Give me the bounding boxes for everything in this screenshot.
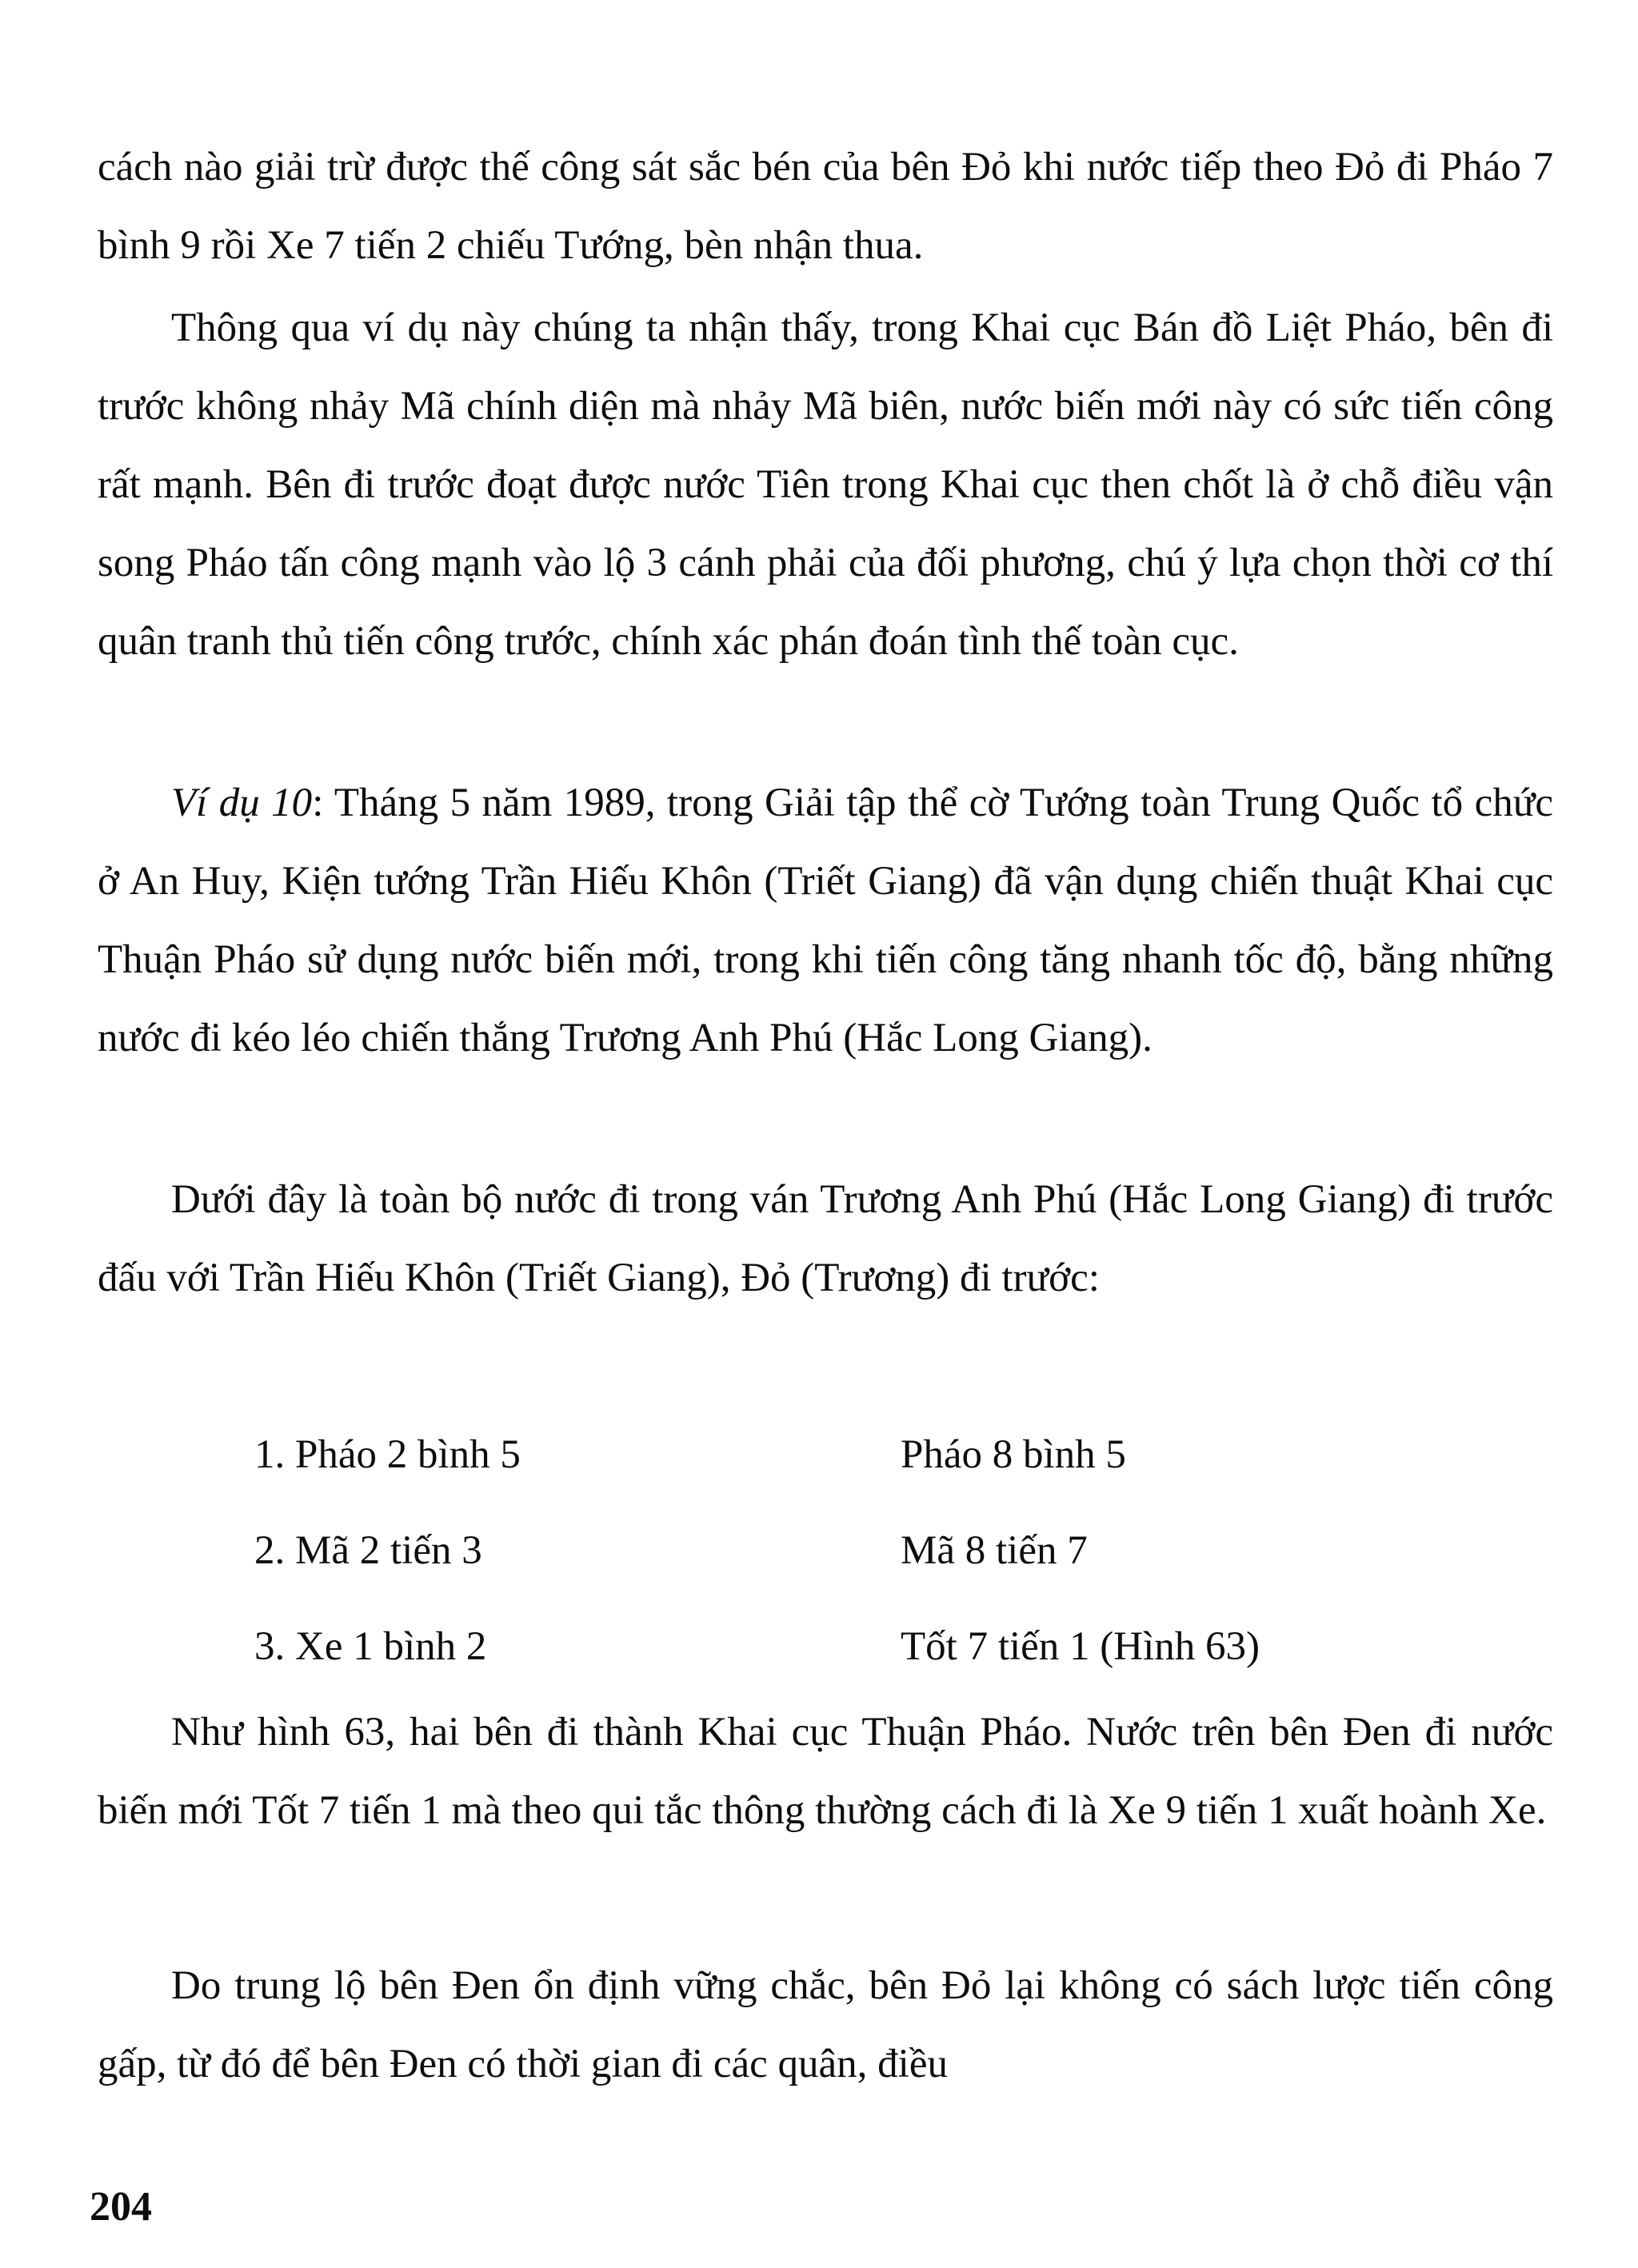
example-text: : Tháng 5 năm 1989, trong Giải tập thể cờ Tướng toàn Trung Quốc tổ chức ở An Huy, Kiện tướng Trần Hiếu Khôn (Triết Giang) đã vận dụng chiến thuật Khai cục Thuận Pháo sử dụng nước biến mới, trong khi tiến công tăng nhanh tốc độ, bằng những nước đi kéo léo chiến thắng Trương Anh Phú (Hắc Long Giang). [98,781,1554,1060]
move-red: 1. Pháo 2 bình 5 [254,1432,521,1477]
move-red: 2. Mã 2 tiến 3 [254,1528,482,1573]
move-row [254,1511,1454,1607]
move-red: 3. Xe 1 bình 2 [254,1624,487,1669]
move-list [254,1416,1454,1703]
paragraph-text: Dưới đây là toàn bộ nước đi trong ván Trương Anh Phú (Hắc Long Giang) đi trước đấu với Trần Hiếu Khôn (Triết Giang), Đỏ (Trương) đi trước: [98,1177,1553,1300]
move-black: Tốt 7 tiến 1 (Hình 63) [901,1624,1260,1669]
paragraph-text: Thông qua ví dụ này chúng ta nhận thấy, trong Khai cục Bán đồ Liệt Pháo, bên đi trước không nhảy Mã chính diện mà nhảy Mã biên, nước biến mới này có sức tiến công rất mạnh. Bên đi trước đoạt được nước Tiên trong Khai cục then chốt là ở chỗ điều vận song Pháo tấn công mạnh vào lộ 3 cánh phải của đối phương, chú ý lựa chọn thời cơ thí quân tranh thủ tiến công trước, chính xác phán đoán tình thế toàn cục. [98,305,1553,664]
move-row [254,1416,1454,1511]
paragraph-moves-intro [98,1160,1553,1317]
move-row [254,1607,1454,1703]
move-black: Pháo 8 bình 5 [901,1432,1126,1477]
move-black: Mã 8 tiến 7 [901,1528,1088,1573]
paragraph-text: Do trung lộ bên Đen ổn định vững chắc, bên Đỏ lại không có sách lược tiến công gấp, từ đó để bên Đen có thời gian đi các quân, điều [98,1963,1553,2086]
paragraph-figure-63 [98,1693,1553,1850]
paragraph-final [98,1947,1553,2103]
paragraph-conclusion [98,289,1553,681]
paragraph-text: Như hình 63, hai bên đi thành Khai cục Thuận Pháo. Nước trên bên Đen đi nước biến mới Tốt 7 tiến 1 mà theo qui tắc thông thường cách đi là Xe 9 tiến 1 xuất hoành Xe. [98,1710,1553,1833]
paragraph-text: cách nào giải trừ được thế công sát sắc bén của bên Đỏ khi nước tiếp theo Đỏ đi Pháo 7 bình 9 rồi Xe 7 tiến 2 chiếu Tướng, bèn nhận thua. [98,145,1553,268]
paragraph-continuation [98,128,1553,285]
page-number: 204 [90,2184,152,2230]
paragraph-example-10 [98,764,1553,1077]
example-label: Ví dụ 10 [171,781,313,825]
